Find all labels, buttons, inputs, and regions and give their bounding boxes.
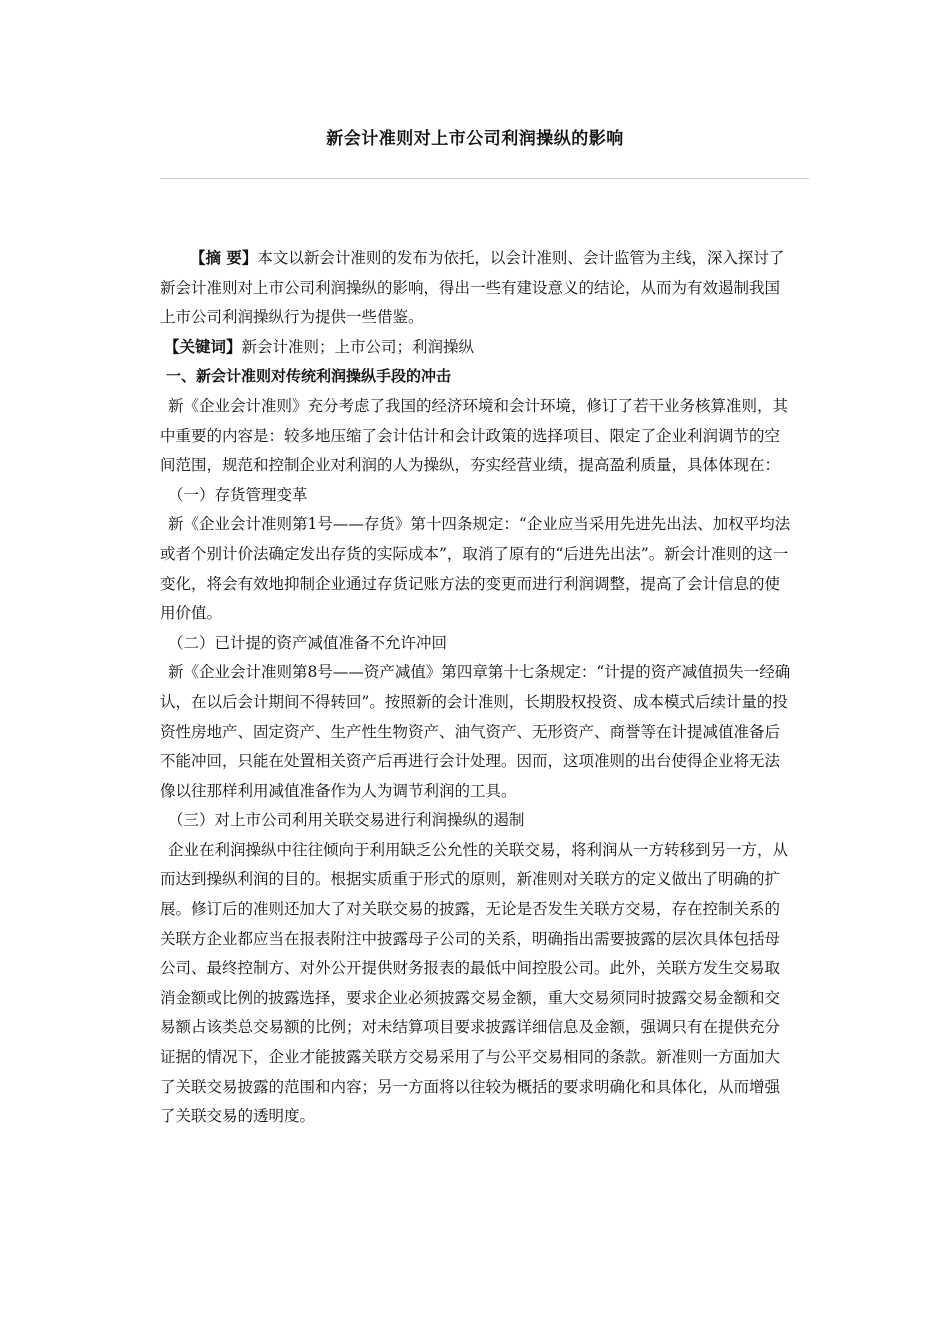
sub2-heading: （二）已计提的资产减值准备不允许冲回 (168, 633, 448, 652)
keywords-paragraph (160, 333, 792, 363)
abstract-paragraph (160, 244, 792, 333)
sub2-text: 新《企业会计准则第8号——资产减值》第四章第十七条规定：“计提的资产减值损失一经确认，在以后会计期间不得转回”。按照新的会计准则，长期股权投资、成本模式后续计量的投资性房地产、固定资产、生产性生物资产、油气资产、无形资产、商誉等在计提减值准备后不能冲回，只能在处置相关资产后再进行会计处理。因而，这项准则的出台使得企业将无法像以往那样利用减值准备作为人为调节利润的工具。 (160, 663, 791, 800)
sub3-heading: （三）对上市公司利用关联交易进行利润操纵的遏制 (168, 811, 525, 830)
keywords-label: 【关键词】 (164, 337, 242, 356)
document-title: 新会计准则对上市公司利润操纵的影响 (326, 129, 624, 149)
sub1-text: 新《企业会计准则第1号——存货》第十四条规定：“企业应当采用先进先出法、加权平均法或者个别计价法确定发出存货的实际成本”，取消了原有的“后进先出法”。新会计准则的这一变化，将会有效地抑制企业通过存货记账方法的变更而进行利润调整，提高了会计信息的使用价值。 (160, 515, 791, 623)
section1-heading: 一、新会计准则对传统利润操纵手段的冲击 (166, 367, 452, 386)
abstract-label: 【摘 要】 (190, 249, 258, 267)
title-divider (160, 178, 809, 179)
sub3-text: 企业在利润操纵中往往倾向于利用缺乏公允性的关联交易，将利润从一方转移到另一方，从而达到操纵利润的目的。根据实质重于形式的原则，新准则对关联方的定义做出了明确的扩展。修订后的准则还加大了对关联交易的披露，无论是否发生关联方交易，存在控制关系的关联方企业都应当在报表附注中披露母子公司的关系，明确指出需要披露的层次具体包括母公司、最终控制方、对外公开提供财务报表的最低中间控股公司。此外，关联方发生交易取消金额或比例的披露选择，要求企业必须披露交易金额，重大交易须同时披露交易金额和交易额占该类总交易额的比例；对未结算项目要求披露详细信息及金额，强调只有在提供充分证据的情况下，企业才能披露关联方交易采用了与公平交易相同的条款。新准则一方面加大了关联交易披露的范围和内容；另一方面将以往较为概括的要求明确化和具体化，从而增强了关联交易的透明度。 (160, 840, 789, 1126)
abstract-text: 本文以新会计准则的发布为依托，以会计准则、会计监管为主线，深入探讨了新会计准则对上市公司利润操纵的影响，得出一些有建设意义的结论，从而为有效遏制我国上市公司利润操纵行为提供一些借鉴。 (160, 249, 785, 327)
sub1-heading: （一）存货管理变革 (168, 485, 308, 504)
section1-intro: 新《企业会计准则》充分考虑了我国的经济环境和会计环境，修订了若干业务核算准则，其中重要的内容是：较多地压缩了会计估计和会计政策的选择项目、限定了企业利润调节的空间范围，规范和控制企业对利润的人为操纵，夯实经营业绩，提高盈利质量，具体体现在： (160, 396, 789, 475)
document-body (160, 244, 792, 1132)
keywords-text: 新会计准则；上市公司；利润操纵 (241, 337, 475, 356)
